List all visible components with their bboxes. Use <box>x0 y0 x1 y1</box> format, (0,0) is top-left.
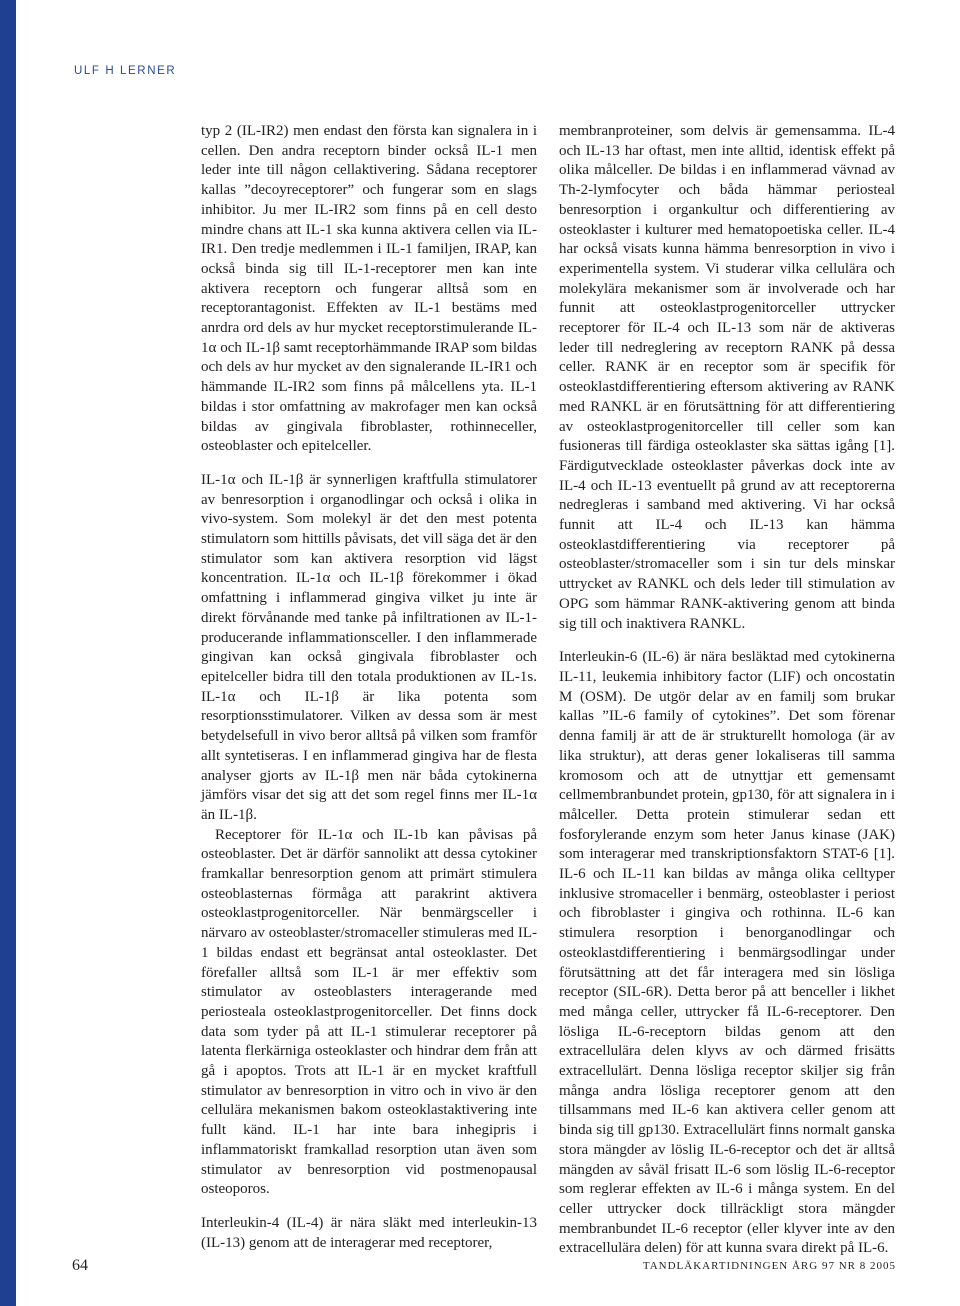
running-head-author: ULF H LERNER <box>74 65 177 77</box>
page-number: 64 <box>72 1257 88 1274</box>
paragraph: IL-1α och IL-1β är synnerligen kraftfulla stimulatorer av benresorption i organodlingar och också i olika in vivo-system. Som molekyl är det den mest potenta stimulatorn som hittills påvisats, det vill säga det är den stimulator som kan aktivera resorption vid lägst koncentration. IL-1α och IL-1β förekommer i ökad omfattning i inflammerad gingiva vilket ju inte är direkt förvånande med tanke på infiltrationen av IL-1-producerande inflammationsceller. I den inflammerade gingivan kan också gingivala fibroblaster och epitelceller bidra till den totala produktionen av IL-1s. IL-1α och IL-1β är lika potenta som resorptionsstimulatorer. Vilken av dessa som är mest betydelsefull in vivo beror alltså på vilken som framför allt syntetiseras. I en inflammerad gingiva har de flesta analyser gjorts av IL-1β men när båda cytokinerna jämförs visar det sig att det som regel finns mer IL-1α än IL-1β. <box>201 471 537 823</box>
journal-footer: TANDLÄKARTIDNINGEN ÅRG 97 NR 8 2005 <box>642 1260 896 1272</box>
sidebar-stripe <box>0 0 16 1306</box>
paragraph: Interleukin-4 (IL-4) är nära släkt med interleukin-13 (IL-13) genom att de interagerar med receptorer, <box>201 1214 537 1251</box>
paragraph: Interleukin-6 (IL-6) är nära besläktad med cytokinerna IL-11, leukemia inhibitory factor (LIF) och oncostatin M (OSM). De utgör delar av en familj som brukar kallas ”IL-6 family of cytokines”. Det som förenar denna familj är att de är strukturellt homologa (är av lika struktur), att deras gener lokaliseras till samma kromosom och att de utnyttjar ett gemensamt cellmembranbundet protein, gp130, för att signalera in i målceller. Detta protein stimulerar sedan ett fosforylerande enzym som heter Janus kinase (JAK) som interagerar med transkriptionsfaktorn STAT-6 [1]. IL-6 och IL-11 kan bildas av många olika celltyper inklusive stromaceller i benmärg, osteoblaster i periost och fibroblaster i gingiva och rothinna. IL-6 kan stimulera resorption i benorganodlingar och osteoklastdifferentiering i benmärgsodlingar under förutsättning att det får interagera med sin lösliga receptor (SIL-6R). Detta beror på att benceller i likhet med många celler, uttrycker få IL-6-receptorer. Den lösliga IL-6-receptorn bildas genom att den extracellulära delen klyvs av och därmed frisätts extracellulärt. Denna lösliga receptor skiljer sig från många andra lösliga receptorer genom att den tillsammans med IL-6 kan aktivera celler genom att binda sig till gp130. Extracellulärt finns normalt ganska stora mängder av löslig IL-6-receptor och det är alltså mängden av såväl frisatt IL-6 som löslig IL-6-receptor som reglerar effekten av IL-6 i många system. En del celler uttrycker dock tillräckligt stora mängder membranbundet IL-6 receptor (eller klyver inte av den extracellulära delen) för att kunna svara direkt på IL-6. <box>559 649 895 1257</box>
paragraph: typ 2 (IL-IR2) men endast den första kan signalera in i cellen. Den andra receptorn binder också IL-1 men leder inte till någon cellaktivering. Sådana receptorer kallas ”decoyreceptorer” och fungerar som en slags inhibitor. Ju mer IL-IR2 som finns på en cell desto mindre chans att IL-1 ska kunna aktivera cellen via IL-IR1. Den tredje medlemmen i IL-1 familjen, IRAP, kan också binda sig till IL-1-receptorer men kan inte aktivera receptorn och fungerar alltså som en receptorantagonist. Effekten av IL-1 bestäms med anrdra ord dels av hur mycket receptorstimulerande IL-1α och IL-1β samt receptorhämmande IRAP som bildas och dels av hur mycket av den signalerande IL-IR1 och hämmande IL-IR2 som finns på målcellens yta. IL-1 bildas i stor omfattning av makrofager men kan också bildas av gingivala fibroblaster, rothinneceller, osteoblaster och epitelceller. <box>201 123 537 455</box>
paragraph: Receptorer för IL-1α och IL-1b kan påvisas på osteoblaster. Det är därför sannolikt att dessa cytokiner framkallar benresorption genom att primärt stimulera osteoblasternas förmåga att parakrint aktivera osteoklastprogenitorceller. När benmärgsceller i närvaro av osteoblaster/stromaceller stimuleras med IL-1 bildas endast ett begränsat antal osteoklaster. Det förefaller alltså som IL-1 är mer effektiv som stimulator av osteoblasters interagerande med periosteala osteoklastprogenitorceller. Det finns dock data som tyder på att IL-1 stimulerar receptorer på latenta flerkärniga osteoklaster och hindrar dem från att gå i apoptos. Trots att IL-1 är en mycket kraftfull stimulator av benresorption in vitro och in vivo är den cellulära mekanismen bakom osteoklastaktivering inte fullt känd. IL-1 har inte bara inhegipris i inflammatoriskt framkallad resorption utan även som stimulator av benresorption vid postmenopausal osteoporos. <box>201 826 537 1198</box>
paragraph: membranproteiner, som delvis är gemensamma. IL-4 och IL-13 har oftast, men inte alltid, identisk effekt på olika målceller. De bildas i en inflammerad vävnad av Th-2-lymfocyter och båda hämmar periosteal benresorption i organkultur och differentiering av osteoklaster i kulturer med hematopoetiska celler. IL-4 har också visats kunna hämma benresorption in vivo i experimentella system. Vi studerar vilka cellulära och molekylära mekanismer som är involverade och har funnit att osteoklastprogenitorceller uttrycker receptorer för IL-4 och IL-13 som när de aktiveras leder till nedreglering av receptorn RANK på dessa celler. RANK är en receptor som är specifik för osteoklastdifferentiering eftersom aktivering av RANK med RANKL är en förutsättning för att differentiering av osteoklastprogenitorceller till celler som kan fusioneras till färdiga osteoklaster ska sättas igång [1]. Färdigutvecklade osteoklaster påverkas dock inte av IL-4 och IL-13 eventuellt på grund av att receptorerna nedregleras i samband med aktivering. Vi har också funnit att IL-4 och IL-13 kan hämma osteoklastdifferentiering via receptorer på osteoblaster/stromaceller som i sin tur dels minskar uttrycket av RANKL och dels leder till stimulation av OPG som hämmar RANK-aktivering genom att binda sig till och inaktivera RANKL. <box>559 123 895 632</box>
right-column <box>559 122 895 1259</box>
left-column <box>201 122 537 1253</box>
